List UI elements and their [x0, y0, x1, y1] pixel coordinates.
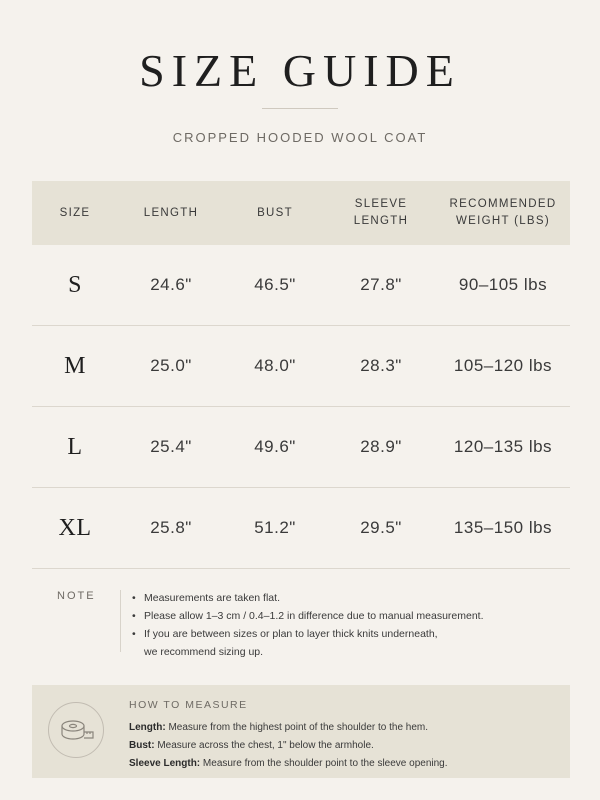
weight-cell: 120–135 lbs [436, 407, 570, 488]
header-length: LENGTH [118, 181, 224, 245]
sleeve-length-cell: 28.9" [326, 407, 436, 488]
measure-item-length: Length: Measure from the highest point of the shoulder to the hem. [129, 722, 429, 733]
weight-cell: 135–150 lbs [436, 488, 570, 569]
table-row [32, 407, 570, 488]
measure-item-bust: Bust: Measure across the chest, 1" below the armhole. [129, 740, 374, 751]
table-row [32, 488, 570, 569]
table-row [32, 245, 570, 326]
sleeve-length-cell: 27.8" [326, 245, 436, 326]
size-cell: S [32, 245, 118, 326]
product-subtitle: CROPPED HOODED WOOL COAT [172, 130, 428, 145]
length-cell: 25.4" [118, 407, 224, 488]
how-to-measure-panel [32, 685, 570, 778]
length-cell: 25.0" [118, 326, 224, 407]
measuring-tape-icon [48, 702, 104, 758]
note-divider [120, 590, 121, 652]
note-item: • If you are between sizes or plan to layer thick knits underneath, we recommend sizing up. [130, 625, 550, 661]
page-title: SIZE GUIDE [139, 45, 461, 96]
size-cell: L [32, 407, 118, 488]
sleeve-length-cell: 29.5" [326, 488, 436, 569]
how-to-measure-title: HOW TO MEASURE [129, 699, 248, 711]
note-list [130, 589, 550, 661]
table-row [32, 326, 570, 407]
bust-cell: 49.6" [224, 407, 326, 488]
header-sleeve-length: SLEEVE LENGTH [326, 181, 436, 245]
measure-item-sleeve-length: Sleeve Length: Measure from the shoulder point to the sleeve opening. [129, 758, 448, 769]
note-label: NOTE [57, 590, 96, 602]
note-item: • Measurements are taken flat. [130, 589, 550, 607]
weight-cell: 90–105 lbs [436, 245, 570, 326]
size-table [32, 181, 570, 569]
size-cell: XL [32, 488, 118, 569]
length-cell: 25.8" [118, 488, 224, 569]
title-divider [262, 108, 338, 109]
header-size: SIZE [32, 181, 118, 245]
header-bust: BUST [224, 181, 326, 245]
table-header-row [32, 181, 570, 245]
note-item: • Please allow 1–3 cm / 0.4–1.2 in difference due to manual measurement. [130, 607, 550, 625]
weight-cell: 105–120 lbs [436, 326, 570, 407]
size-cell: M [32, 326, 118, 407]
length-cell: 24.6" [118, 245, 224, 326]
bust-cell: 51.2" [224, 488, 326, 569]
header-recommended-weight: RECOMMENDED WEIGHT (LBS) [436, 181, 570, 245]
sleeve-length-cell: 28.3" [326, 326, 436, 407]
bust-cell: 46.5" [224, 245, 326, 326]
how-to-measure-list [129, 719, 559, 773]
bust-cell: 48.0" [224, 326, 326, 407]
